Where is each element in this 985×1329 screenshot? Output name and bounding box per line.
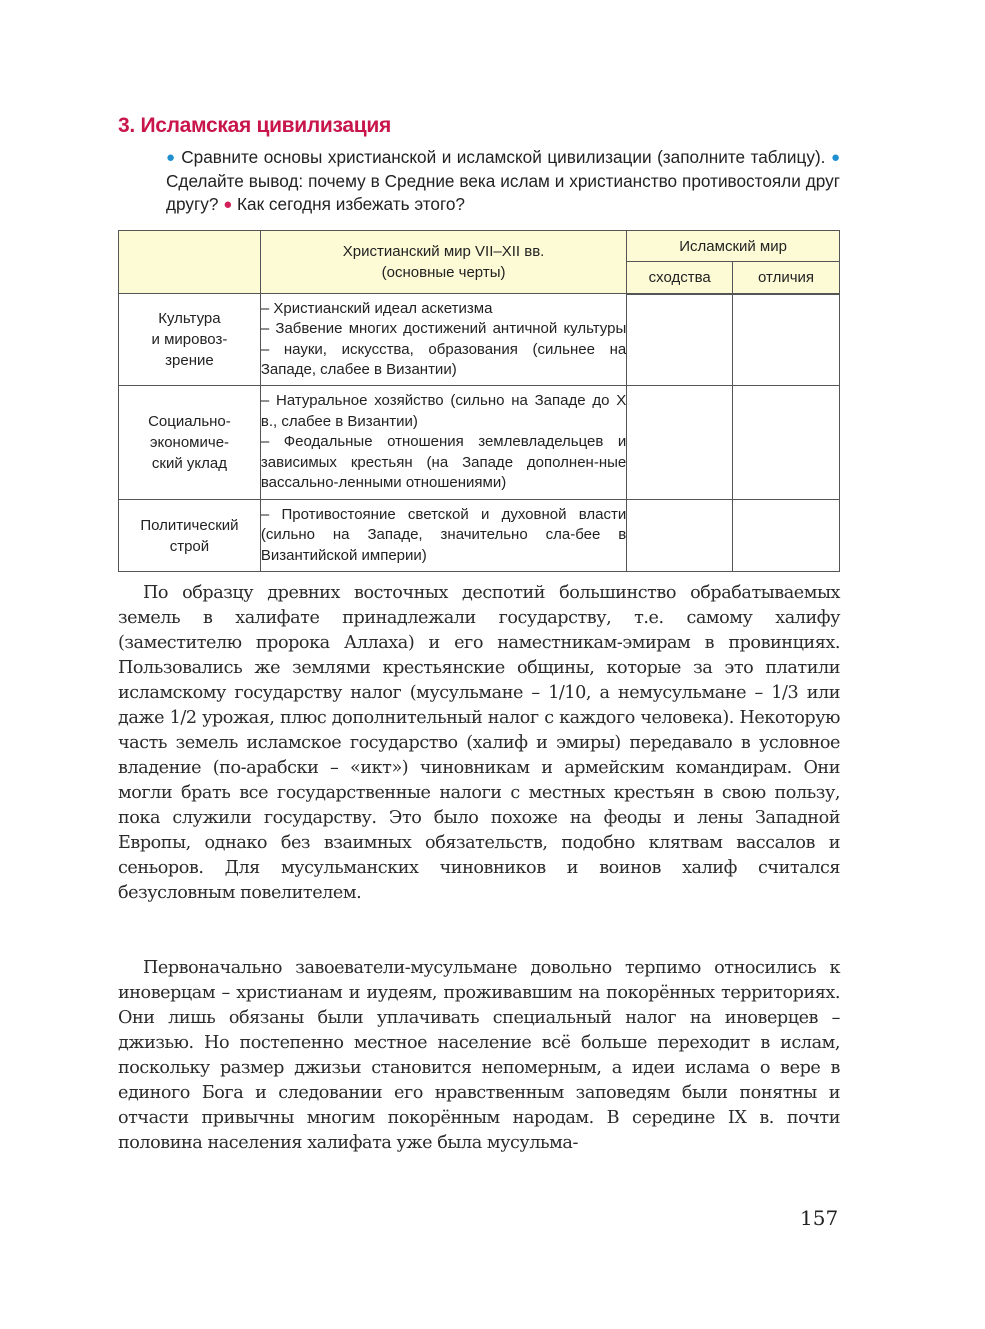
label-line: и мировоз- — [151, 331, 228, 348]
task-item: Сделайте вывод: почему в Средние века ислам и христианство противостояли друг другу? — [166, 170, 840, 214]
differences-cell[interactable] — [733, 294, 840, 386]
task-item: Как сегодня избежать этого? — [237, 194, 465, 214]
table-row — [119, 386, 840, 500]
label-line: строй — [169, 537, 210, 555]
header-similarities: сходства — [627, 262, 733, 294]
header-islamic-world: Исламский мир — [627, 231, 840, 262]
label-line: зрение — [165, 352, 214, 369]
table-row — [119, 500, 840, 572]
paragraph-text: Первоначально завоеватели-мусульмане довольно терпимо относились к иноверцам – христианам и иудеям, проживавшим на покорённых территориях. Они лишь обязаны были уплачивать специальный налог на иноверцев – джизью. Но постепенно местное население всё больше переходит в ислам, поскольку размер джизьи становится непомерным, а идеи ислама о вере в единого Бога и следовании его нравственным заповедям были понятны и отчасти привычны многим покорённым народам. В середине IX в. почти половина населения халифата уже была мусульма- — [118, 958, 840, 1153]
label-line: ский уклад — [151, 455, 227, 472]
similarities-cell[interactable] — [627, 500, 733, 572]
bullet-icon-blue: ● — [830, 149, 840, 166]
table-row — [119, 294, 840, 386]
row-label-socioeconomic — [119, 386, 261, 500]
header-christian-line: (основные черты) — [381, 264, 506, 281]
feature-line: – Натуральное хозяйство (сильно на Западе до X в., слабее в Византии) — [260, 392, 627, 430]
feature-line: – Феодальные отношения землевладельцев и зависимых крестьян (на Западе дополнен-ные вассально-ленными отношениями) — [260, 433, 627, 492]
label-line: Социально- — [148, 413, 231, 430]
header-christian-world — [260, 231, 626, 294]
differences-cell[interactable] — [733, 386, 840, 500]
section-title: 3. Исламская цивилизация — [118, 114, 391, 137]
similarities-cell[interactable] — [627, 386, 733, 500]
label-line: Культура — [158, 310, 221, 327]
header-christian-line: Христианский мир VII–XII вв. — [342, 243, 545, 260]
christian-features-socioeconomic — [260, 386, 626, 500]
bullet-icon-blue: ● — [166, 149, 176, 166]
similarities-cell[interactable] — [627, 294, 733, 386]
row-label-culture — [119, 294, 261, 386]
comparison-table — [118, 230, 840, 572]
bullet-icon-red: ● — [223, 196, 233, 213]
feature-line: – Забвение многих достижений античной культуры – науки, искусства, образования (сильнее на Западе, слабее в Византии) — [260, 320, 627, 378]
page-number: 157 — [800, 1206, 839, 1230]
paragraph-text: По образцу древних восточных деспотий большинство обрабатываемых земель в халифате принадлежали государству, т.е. самому халифу (заместителю пророка Аллаха) и его наместникам-эмирам в провинциях. Пользовались же землями крестьянские общины, которые за это платили исламскому государству налог (мусульмане – 1/10, а немусульмане – 1/3 или даже 1/2 урожая, плюс дополнительный налог с каждого человека). Некоторую часть земель исламское государство (халиф и эмиры) передавало в условное владение (по-арабски – «икт») чиновникам и армейским командирам. Они могли брать все государственные налоги с местных крестьян в свою пользу, пока служили государству. Это было похоже на феоды и лены Западной Европы, однако без взаимных обязательств, подобно клятвам вассалов и сеньоров. Для мусульманских чиновников и воинов халиф считался безусловным повелителем. — [118, 583, 840, 903]
label-line: экономиче- — [149, 434, 230, 451]
body-paragraph — [118, 581, 840, 906]
header-differences: отличия — [733, 262, 840, 294]
header-empty-corner — [119, 231, 261, 294]
row-label-political — [119, 500, 261, 572]
label-line: Политический — [140, 516, 239, 534]
differences-cell[interactable] — [733, 500, 840, 572]
feature-line: – Христианский идеал аскетизма — [260, 299, 493, 317]
feature-line: – Противостояние светской и духовной власти (сильно на Западе, значительно сла-бее в Византийской империи) — [260, 505, 627, 564]
christian-features-political — [260, 500, 626, 572]
body-paragraph — [118, 956, 840, 1156]
christian-features-culture — [260, 294, 626, 386]
task-assignment — [166, 146, 840, 217]
task-item: Сравните основы христианской и исламской цивилизации (заполните таблицу). — [181, 147, 826, 167]
